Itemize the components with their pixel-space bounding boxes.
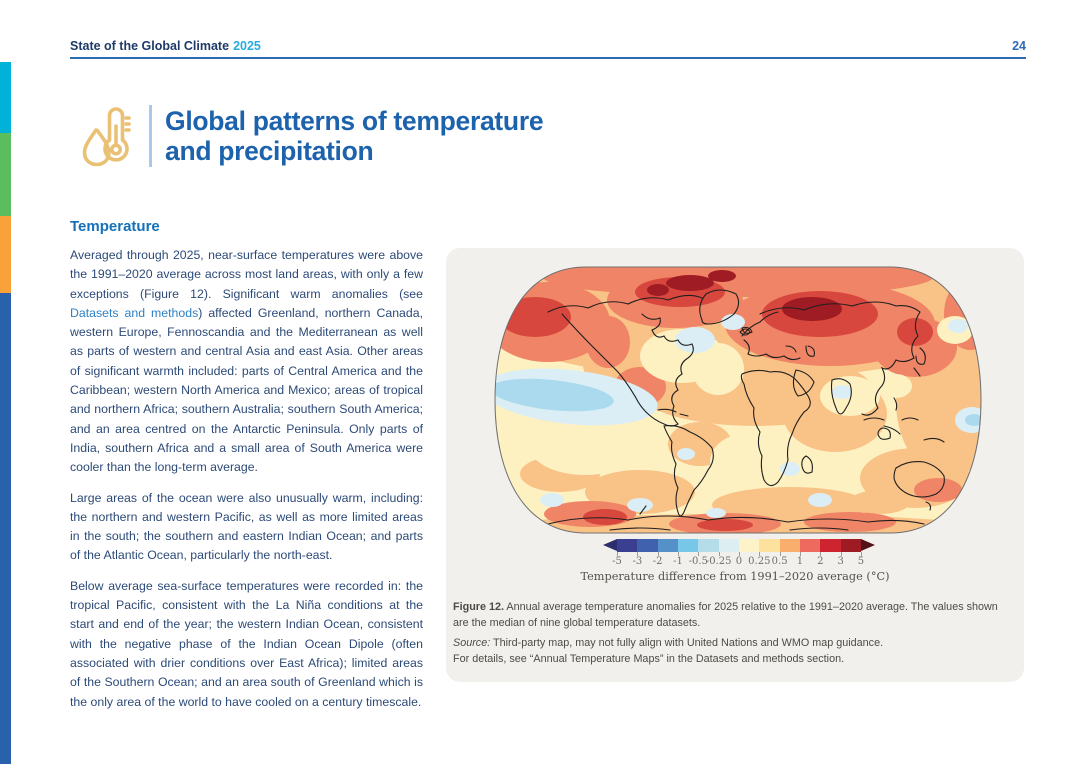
stripe-orange (0, 216, 11, 293)
colorbar-tick-labels: -5 -3 -2 -1 -0.5 -0.25 0 0.25 0.5 1 2 3 5 (612, 556, 865, 567)
figure-label: Figure 12. (453, 601, 505, 613)
stripe-blue (0, 293, 11, 764)
colorbar-scale (603, 539, 875, 552)
page-number: 24 (1012, 39, 1026, 53)
colorbar-caption: Temperature difference from 1991–2020 average (°C) (580, 570, 890, 583)
chapter-title: Global patterns of temperature and precipitation (165, 106, 544, 166)
stripe-green (0, 133, 11, 216)
paragraph-1: Averaged through 2025, near-surface temperatures were above the 1991–2020 average across most land areas, with only a few exceptions (Figure 12). Significant warm anomalies (see Datasets and methods) affected Greenland, northern Canada, western Europe, Fennoscandia and the Mediterranean as well as parts of western and central Asia and east Asia. Other areas of significant warmth included: parts of Central America and the Caribbean; western North America and Mexico; areas of tropical and northern Africa; southern Australia; southern South America; and an area centred on the Antarctic Peninsula. Only parts of India, southern Africa and a small area of South America were cooler than the long-term average. (70, 248, 423, 475)
paragraph-3: Below average sea-surface temperatures were recorded in: the tropical Pacific, consistent with the La Niña conditions at the start and end of the year; the western Indian Ocean, consistent with the negative phase of the Indian Ocean Dipole (often associated with drier conditions over East Africa); limited areas of the Southern Ocean; and an area south of Greenland which is the only area of the world to have cooled on a century timescale. (70, 578, 423, 709)
figure-caption-source: Source: Third-party map, may not fully align with United Nations and WMO map guidance. For details, see “Annual Temperature Maps” in the Datasets and methods section. (453, 637, 884, 665)
colorbar-left-arrow (603, 539, 617, 551)
source-label: Source: (453, 637, 491, 649)
world-anomaly-map (490, 262, 986, 538)
thermometer-droplet-icon (75, 102, 139, 170)
body-column (70, 218, 423, 723)
chapter-header (75, 102, 543, 170)
colorbar-segments (617, 539, 861, 552)
figure-caption (453, 600, 1013, 667)
report-year: 2025 (233, 39, 261, 53)
report-title: State of the Global Climate 2025 (70, 39, 261, 53)
anomaly-map-svg (490, 262, 986, 538)
figure-caption-details: For details, see “Annual Temperature Maps” in the Datasets and methods section. (453, 652, 845, 665)
colorbar-right-arrow (861, 539, 875, 551)
datasets-methods-link[interactable]: Datasets and methods (70, 305, 199, 320)
subsection-heading: Temperature (70, 218, 160, 235)
figure-caption-main: Figure 12. Annual average temperature anomalies for 2025 relative to the 1991–2020 average. The values shown are the median of nine global temperature datasets. (453, 601, 998, 629)
icon-divider (149, 105, 152, 167)
stripe-cyan (0, 62, 11, 133)
figure-panel (446, 248, 1024, 682)
running-header (70, 39, 1026, 53)
paragraph-2: Large areas of the ocean were also unusually warm, including: the northern and western Pacific, as well as more limited areas in the south; the southern and eastern Indian Ocean; and parts of the Atlantic Ocean, particularly the north-east. (70, 490, 423, 563)
edge-stripe-bar (0, 62, 11, 764)
header-rule (70, 57, 1026, 59)
